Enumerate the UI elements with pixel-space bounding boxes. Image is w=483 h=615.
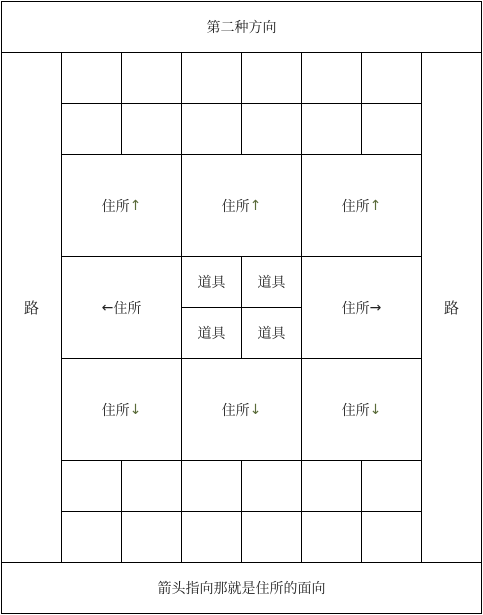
residence-cell [182,359,301,460]
arrow-up-icon: ↑ [129,197,142,214]
arrow-up-icon: ↑ [369,197,382,214]
residence-label: 住所 [101,402,130,419]
arrow-up-icon: ↑ [249,197,262,214]
residence-label: 住所 [341,198,370,215]
arrow-down-icon: ↓ [369,401,382,418]
residence-label: 住所 [221,402,250,419]
residence-cell [62,359,181,460]
residence-cell [302,155,421,256]
residence-cell [62,257,181,358]
residence-cell [62,155,181,256]
arrow-left-icon: ← [101,299,114,316]
residence-label: 住所 [341,300,370,317]
right-road-label: 路 [443,299,459,317]
residence-cell [302,359,421,460]
residence-cell [302,257,421,358]
residence-cell [182,155,301,256]
item-cell: 道具 [197,326,226,342]
residence-label: 住所 [113,300,142,317]
residence-label: 住所 [341,402,370,419]
arrow-right-icon: → [369,299,382,316]
residence-label: 住所 [221,198,250,215]
diagram-title: 第二种方向 [206,20,277,36]
item-cell: 道具 [197,275,226,291]
arrow-down-icon: ↓ [249,401,262,418]
footer-note: 箭头指向那就是住所的面向 [157,581,326,597]
residence-label: 住所 [101,198,130,215]
left-road-label: 路 [23,299,39,317]
item-cell: 道具 [257,326,286,342]
item-cell: 道具 [257,275,286,291]
arrow-down-icon: ↓ [129,401,142,418]
